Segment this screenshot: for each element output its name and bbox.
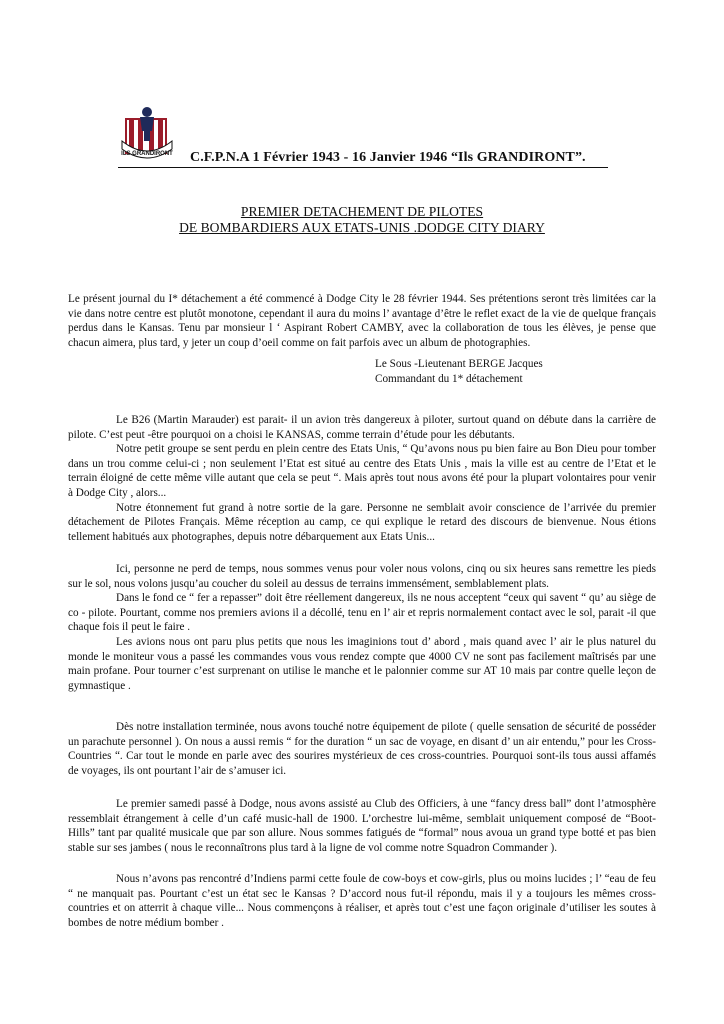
paragraph: Dans le fond ce “ fer a repasser” doit être réellement dangereux, ils ne nous acceptent “ceux qui savent “ qu’ au siège de co - pilote. Pourtant, comme nos premiers avions il a décollé, tenu en l’ air et repris normalement contact avec le sol, parait -il que chaque fois il peut le faire . <box>68 592 656 634</box>
section-flying <box>68 562 656 693</box>
signature-name: Le Sous -Lieutenant BERGE Jacques <box>375 358 543 370</box>
signature-role: Commandant du 1* détachement <box>375 372 523 385</box>
section-dance <box>68 797 656 855</box>
signature-block <box>375 357 543 386</box>
paragraph: Ici, personne ne perd de temps, nous sommes venus pour voler nous volons, cinq ou six heures sans remettre les pieds sur le sol, nous volons jusqu’au coucher du soleil au dessus de terrains immensément, semblablement plats. <box>68 563 656 590</box>
section-cowboys <box>68 872 656 930</box>
paragraph: Le premier samedi passé à Dodge, nous avons assisté au Club des Officiers, à une “fancy dress ball” dont l’atmosphère ressemblait étrangement à celle d’un café music-hall de 1900. L’orchestre lui-même, semblait uniquement composé de “Boot-Hills” tant par qualité musicale que par son allure. Nous sommes fatigués de “formal” nous avoua un grand type botté et pas bien stable sur ses jambes ( nous le reconnaîtrons plus tard à la ligne de vol comme notre Squadron Commander ). <box>68 798 656 854</box>
paragraph: Les avions nous ont paru plus petits que nous les imaginions tout d’ abord , mais quand avec l’ air le plus naturel du monde le moniteur vous a passé les commandes vous vous rendez compte que 4000 CV ne sont pas facilement maîtrisés par une main profane. Pour tourner c’est surprenant on utilise le manche et le palonnier comme sur AT 10 mais par contre quelle leçon de gymnastique . <box>68 635 656 692</box>
paragraph: Le B26 (Martin Marauder) est parait- il un avion très dangereux à piloter, surtout quand on débute dans la carrière de pilote. C’est peut -être pourquoi on a choisi le KANSAS, comme terrain d’étude pour les débutants. <box>68 414 656 441</box>
section-equipment <box>68 720 656 778</box>
header-underline <box>118 167 608 168</box>
paragraph: Nous n’avons pas rencontré d’Indiens parmi cette foule de cow-boys et cow-girls, plus ou moins lucides ; l’ “eau de feu “ ne manquait pas. Pourtant c’est un état sec le Kansas ? D’accord nous fut-il répondu, mais il y a toujours les mêmes cross-countries et on atterrit à chaque ville... Nous commençons à réaliser, et après tout c’est une façon originale d’utiliser les soutes à bombes de notre médium bomber . <box>68 873 656 929</box>
heading-line-1: PREMIER DETACHEMENT DE PILOTES <box>240 204 484 219</box>
squadron-logo-icon <box>120 105 174 163</box>
intro-section <box>68 292 656 350</box>
paragraph: Dès notre installation terminée, nous avons touché notre équipement de pilote ( quelle sensation de sécurité de posséder un parachute personnel ). On nous a aussi remis “ for the duration “ un sac de voyage, en disant d’ un air entendu,” pour les Cross-Countries “. Car tout le monde en parle avec des sourires mystérieux de ces cross-countries. Pourquoi sont-ils tous aussi affamés de voyages, ils ont pourtant l’air de s’amuser ici. <box>68 721 656 777</box>
paragraph: Notre étonnement fut grand à notre sortie de la gare. Personne ne semblait avoir conscience de l’arrivée du premier détachement de Pilotes Français. Même réception au camp, ce qui explique le retard des discours de bienvenue. Nous étions tellement habitués aux photographes, depuis notre débarquement aux Etats Unis... <box>68 501 656 543</box>
document-heading <box>0 204 724 236</box>
intro-paragraph: Le présent journal du I* détachement a été commencé à Dodge City le 28 février 1944. Ses prétentions seront très limitées car la vie dans notre centre est plutôt monotone, cependant il aura du moins l’ avantage d’être le reflet exact de la vie de quelque français perdus dans le Kansas. Tenu par monsieur l ‘ Aspirant Robert CAMBY, avec la collaboration de tous les élèves, je pense que chacun aimera, plus tard, y jeter un coup d’oeil comme on fait parfois avec un album de photographies. <box>68 293 656 349</box>
paragraph: Notre petit groupe se sent perdu en plein centre des Etats Unis, “ Qu’avons nous pu bien faire au Bon Dieu pour tomber dans un trou comme celui-ci ; non seulement l’Etat est situé au centre des Etats Unis , mais la ville est au centre de l’Etat et le terrain éloigné de cette même ville autant que cela se peut “. Mais après tout nous avons été pour la plupart volontaires pour venir à Dodge City , alors... <box>68 443 656 499</box>
heading-line-2: DE BOMBARDIERS AUX ETATS-UNIS .DODGE CITY DIARY <box>179 220 545 235</box>
section-b26 <box>68 413 656 544</box>
logo-text: ILS GRANDIRONT <box>121 151 173 157</box>
header-title: C.F.P.N.A 1 Février 1943 - 16 Janvier 1946 “Ils GRANDIRONT”. <box>190 150 586 165</box>
